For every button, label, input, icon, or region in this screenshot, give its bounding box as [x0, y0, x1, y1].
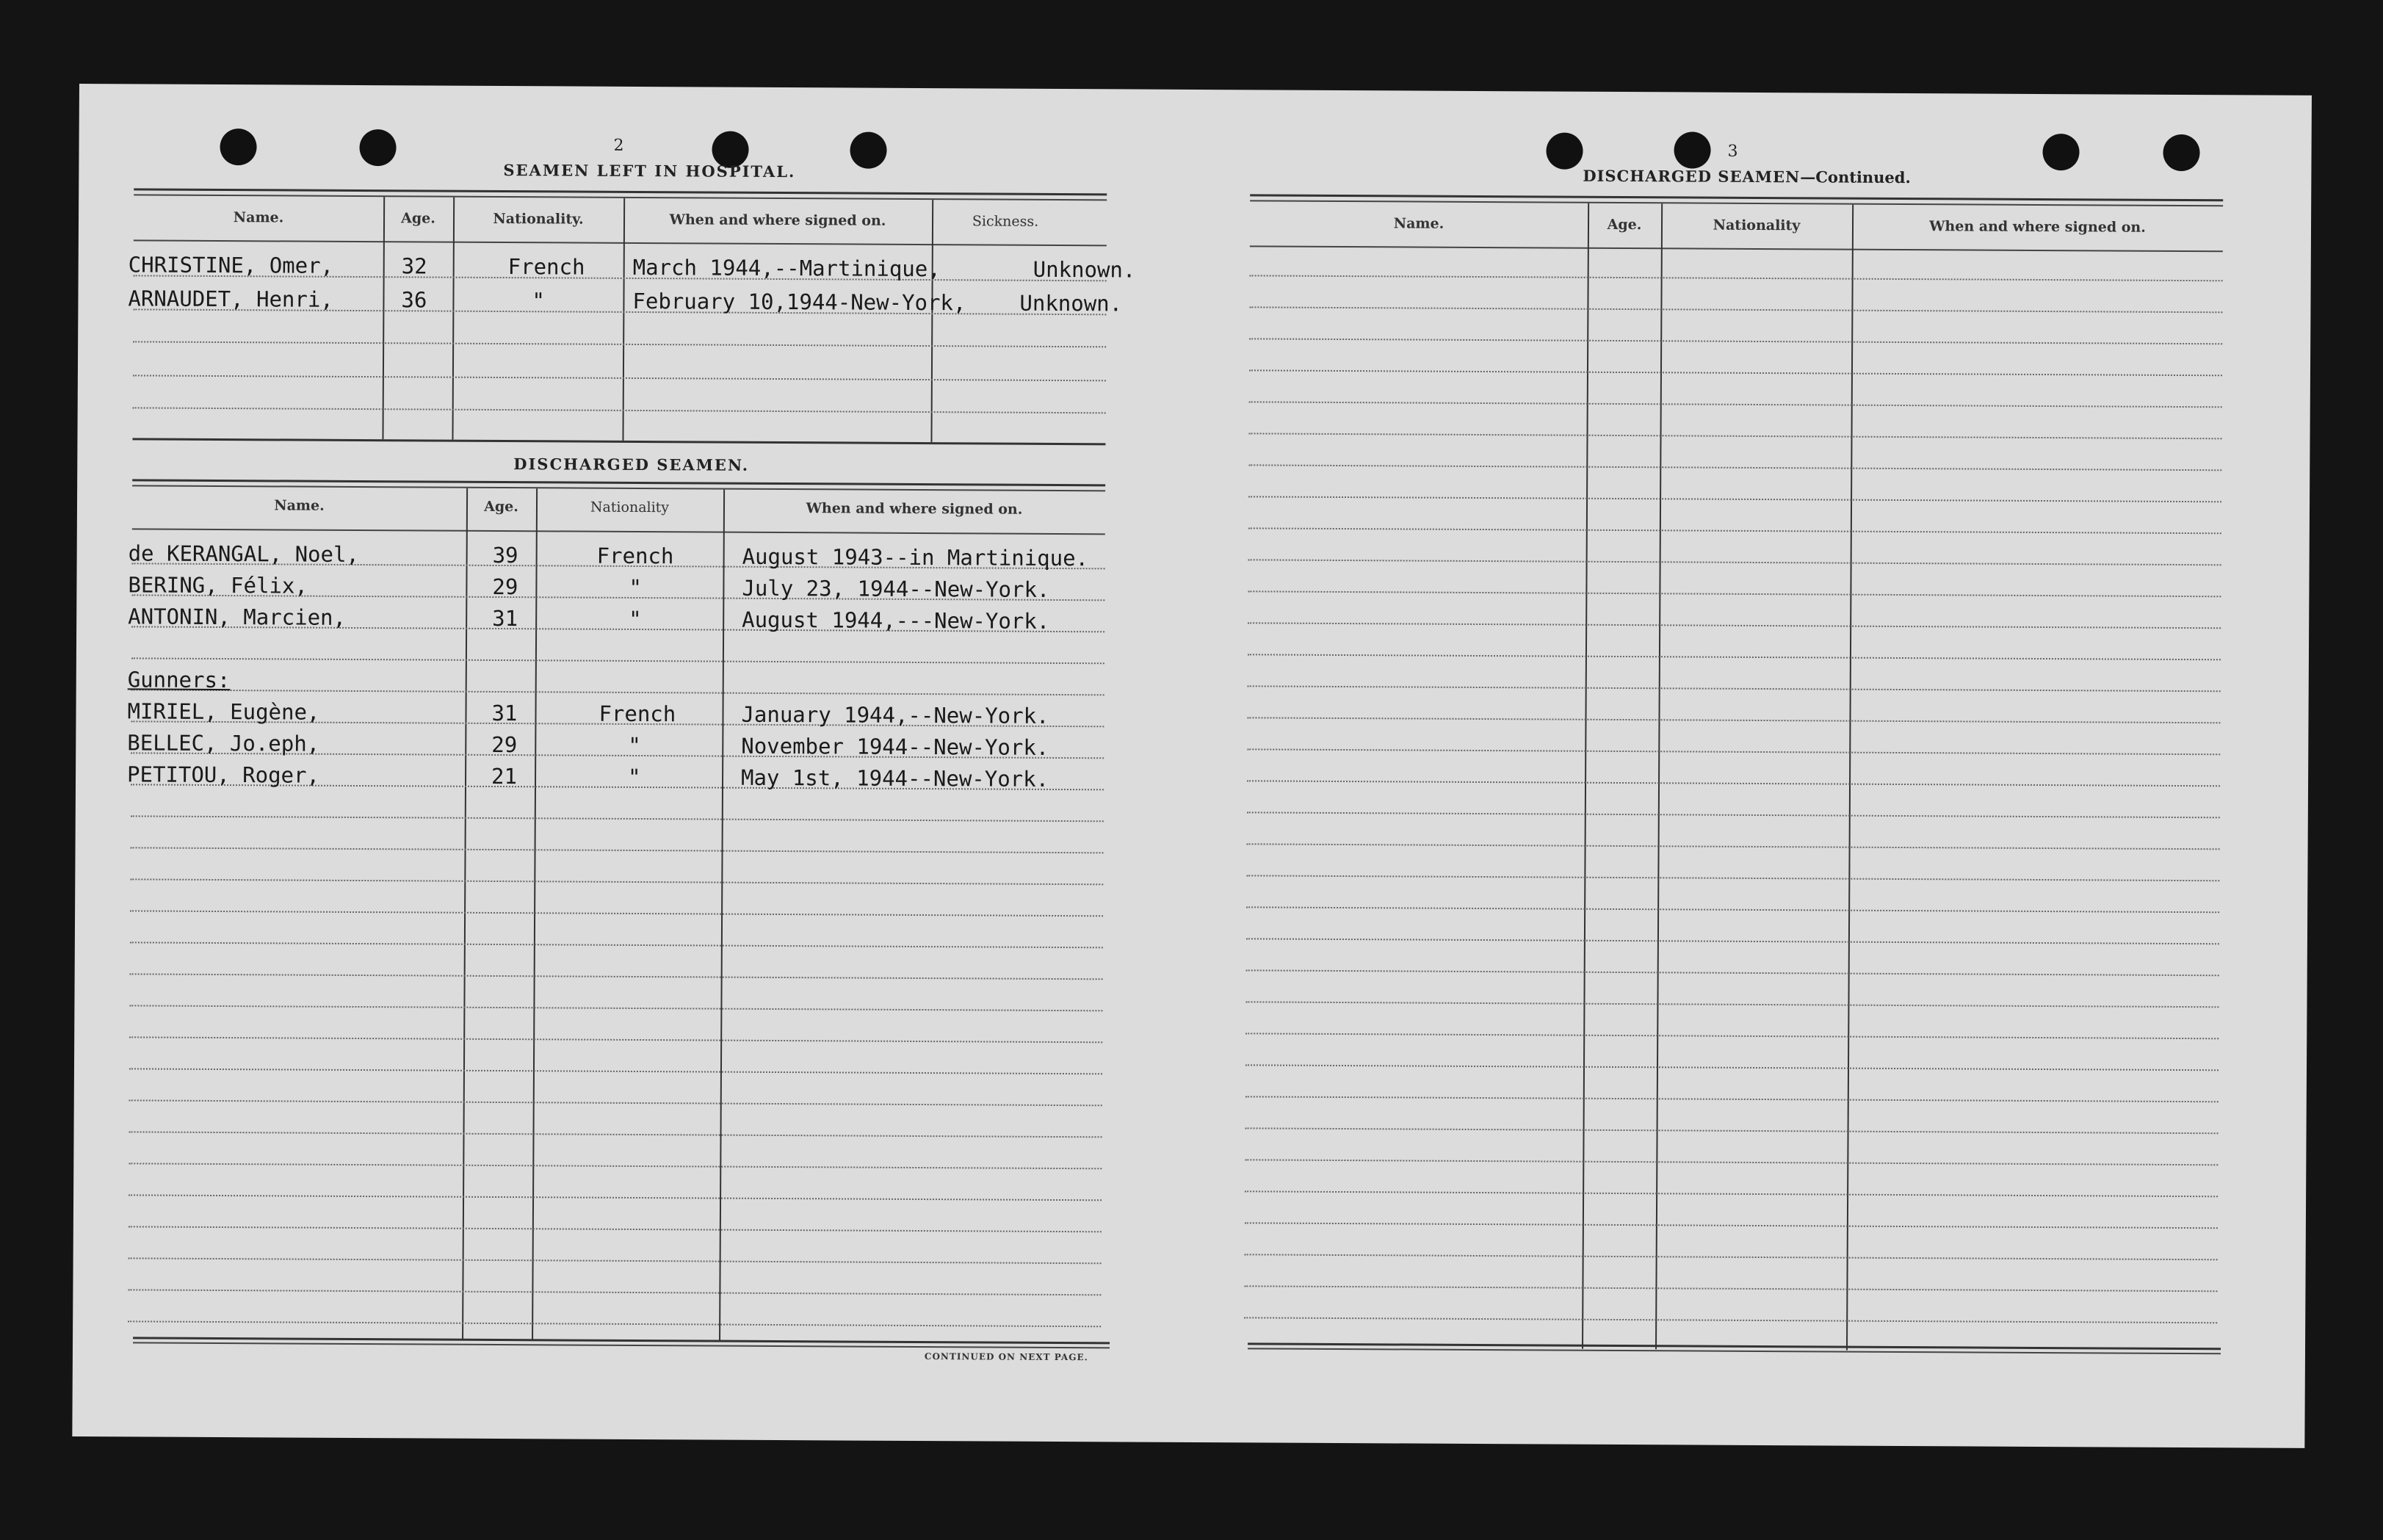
entry-line	[133, 341, 1106, 347]
column-divider	[1655, 203, 1663, 1349]
entry-line	[1249, 306, 2222, 313]
entry-line	[1244, 1317, 2217, 1323]
entry-line	[129, 1163, 1102, 1169]
entry-line	[129, 1099, 1102, 1106]
discharged-row-nationality: "	[629, 574, 642, 601]
discharged-row-signed-on: July 23, 1944--New-York.	[742, 575, 1050, 602]
hospital-table-bottom-rule	[132, 438, 1105, 445]
entry-line	[1250, 275, 2223, 281]
column-divider	[382, 197, 385, 439]
header-age: Age.	[484, 498, 518, 516]
entry-line	[131, 657, 1104, 664]
entry-line	[1245, 1159, 2218, 1165]
discharged-header-rule	[132, 528, 1105, 535]
header-age: Age.	[1607, 216, 1642, 234]
entry-line	[1245, 1033, 2219, 1039]
entry-line	[1248, 590, 2221, 597]
left-page	[79, 84, 2312, 1363]
header-name: Name.	[233, 209, 284, 226]
entry-line	[131, 847, 1104, 853]
gunner-row-name: BELLEC, Jo.eph,	[127, 730, 320, 756]
column-divider	[462, 488, 468, 1340]
punch-hole	[220, 129, 256, 165]
gunner-row-nationality: "	[628, 732, 641, 759]
header-name: Name.	[1393, 215, 1444, 232]
entry-line	[133, 407, 1106, 413]
page-number-left: 2	[613, 136, 624, 155]
entry-line	[1246, 906, 2219, 913]
hospital-section-title: SEAMEN LEFT IN HOSPITAL.	[503, 161, 796, 181]
entry-line	[1245, 1001, 2219, 1008]
entry-line	[1248, 464, 2221, 471]
column-divider	[719, 490, 725, 1342]
punch-hole	[1546, 132, 1583, 169]
column-divider	[532, 488, 538, 1340]
column-divider	[452, 198, 455, 440]
right-section-title	[1583, 167, 1911, 187]
hospital-row-name: CHRISTINE, Omer,	[128, 252, 334, 278]
entry-line	[1249, 401, 2222, 408]
hospital-row-age: 32	[401, 253, 427, 279]
discharged-row-signed-on: August 1944,---New-York.	[742, 607, 1050, 634]
column-divider	[622, 198, 625, 441]
discharged-row-signed-on: August 1943--in Martinique.	[742, 543, 1089, 571]
entry-line	[1245, 1127, 2219, 1134]
header-sickness: Sickness.	[972, 213, 1039, 230]
hospital-row-signed-on: February 10,1944-New-York,	[632, 288, 966, 316]
header-age: Age.	[401, 210, 435, 227]
header-signed-on: When and where signed on.	[1929, 218, 2146, 236]
entry-line	[1249, 433, 2222, 439]
entry-line	[1247, 843, 2220, 850]
gunner-row-nationality: "	[627, 764, 641, 790]
right-title-continued: —Continued.	[1800, 167, 1911, 187]
entry-line	[133, 375, 1106, 381]
entry-line	[129, 1226, 1102, 1232]
entry-line	[1249, 338, 2222, 344]
gunner-row-age: 31	[491, 700, 518, 726]
entry-line	[129, 1257, 1102, 1264]
entry-line	[1245, 1190, 2218, 1197]
punch-hole	[2163, 134, 2199, 171]
discharged-section-title: DISCHARGED SEAMEN.	[513, 455, 750, 474]
gunner-row-age: 21	[491, 763, 518, 789]
punch-hole	[359, 129, 396, 166]
right-title-main: DISCHARGED SEAMEN	[1583, 166, 1801, 187]
discharged-table-top-rule	[132, 485, 1105, 491]
discharged-row-name: BERING, Félix,	[128, 572, 308, 599]
entry-line	[1248, 496, 2221, 502]
hospital-row-nationality: French	[507, 254, 585, 280]
hospital-row-sickness: Unknown.	[1033, 256, 1136, 283]
hospital-table-top-rule	[134, 194, 1107, 200]
entry-line	[1248, 685, 2221, 692]
entry-line	[130, 878, 1103, 885]
right-header-rule	[1250, 245, 2223, 252]
punch-hole	[2042, 134, 2079, 170]
gunner-row-signed-on: May 1st, 1944--New-York.	[740, 764, 1049, 792]
entry-line	[130, 941, 1103, 948]
column-divider	[930, 200, 933, 442]
entry-line	[130, 910, 1103, 917]
gunner-row-age: 29	[491, 731, 518, 758]
punch-hole	[1674, 131, 1710, 168]
gunner-row-name: PETITOU, Roger,	[126, 762, 320, 788]
entry-line	[1247, 811, 2220, 818]
hospital-row-signed-on: March 1944,--Martinique,	[632, 254, 941, 282]
entry-line	[1246, 969, 2219, 976]
entry-line	[1246, 938, 2219, 944]
gunner-row-signed-on: January 1944,--New-York.	[741, 701, 1049, 729]
header-name: Name.	[274, 497, 325, 514]
hospital-header-rule	[134, 239, 1107, 246]
entry-line	[1248, 622, 2221, 629]
entry-line	[1248, 654, 2221, 660]
entry-line	[1247, 748, 2220, 755]
entry-line	[129, 1005, 1102, 1011]
entry-line	[128, 1320, 1101, 1327]
page-number-right: 3	[1727, 142, 1738, 161]
header-signed-on: When and where signed on.	[806, 500, 1023, 518]
punch-hole	[850, 131, 886, 168]
entry-line	[1245, 1064, 2219, 1071]
hospital-row-nationality: "	[532, 288, 546, 314]
right-table-top-rule	[1250, 200, 2223, 206]
entry-line	[1248, 559, 2221, 565]
header-signed-on: When and where signed on.	[669, 212, 886, 229]
continued-footer: CONTINUED ON NEXT PAGE.	[924, 1351, 1088, 1363]
header-nationality: Nationality.	[493, 210, 584, 228]
discharged-row-age: 29	[492, 574, 518, 600]
discharged-row-nationality: French	[596, 543, 674, 569]
gunner-row-name: MIRIEL, Eugène,	[127, 698, 320, 725]
entry-line	[1245, 1222, 2218, 1229]
entry-line	[129, 1036, 1102, 1043]
entry-line	[1248, 527, 2221, 534]
entry-line	[129, 1194, 1102, 1201]
discharged-row-age: 31	[492, 605, 518, 632]
entry-line	[1244, 1285, 2217, 1292]
entry-line	[131, 689, 1104, 695]
entry-line	[129, 1068, 1102, 1074]
gunners-label: Gunners:	[127, 667, 231, 693]
hospital-row-name: ARNAUDET, Henri,	[128, 286, 333, 312]
header-nationality: Nationality	[590, 499, 670, 516]
discharged-row-name: de KERANGAL, Noel,	[128, 541, 360, 568]
column-divider	[1846, 205, 1854, 1351]
entry-line	[131, 815, 1104, 822]
column-divider	[1582, 203, 1589, 1349]
discharged-row-name: ANTONIN, Marcien,	[128, 604, 347, 630]
entry-line	[128, 1289, 1101, 1295]
entry-line	[1247, 780, 2220, 787]
document-sheet	[72, 84, 2312, 1448]
entry-line	[1247, 717, 2220, 723]
entry-line	[1246, 875, 2219, 881]
entry-line	[1245, 1254, 2218, 1260]
entry-line	[1245, 1096, 2219, 1102]
hospital-row-age: 36	[401, 287, 427, 313]
hospital-row-sickness: Unknown.	[1019, 290, 1123, 317]
gunner-row-nationality: French	[599, 701, 676, 727]
discharged-row-nationality: "	[629, 606, 642, 632]
header-nationality: Nationality	[1713, 217, 1801, 234]
entry-line	[1249, 369, 2222, 376]
entry-line	[129, 1131, 1102, 1138]
gunner-row-signed-on: November 1944--New-York.	[741, 733, 1049, 760]
discharged-row-age: 39	[492, 542, 518, 568]
entry-line	[130, 973, 1103, 980]
